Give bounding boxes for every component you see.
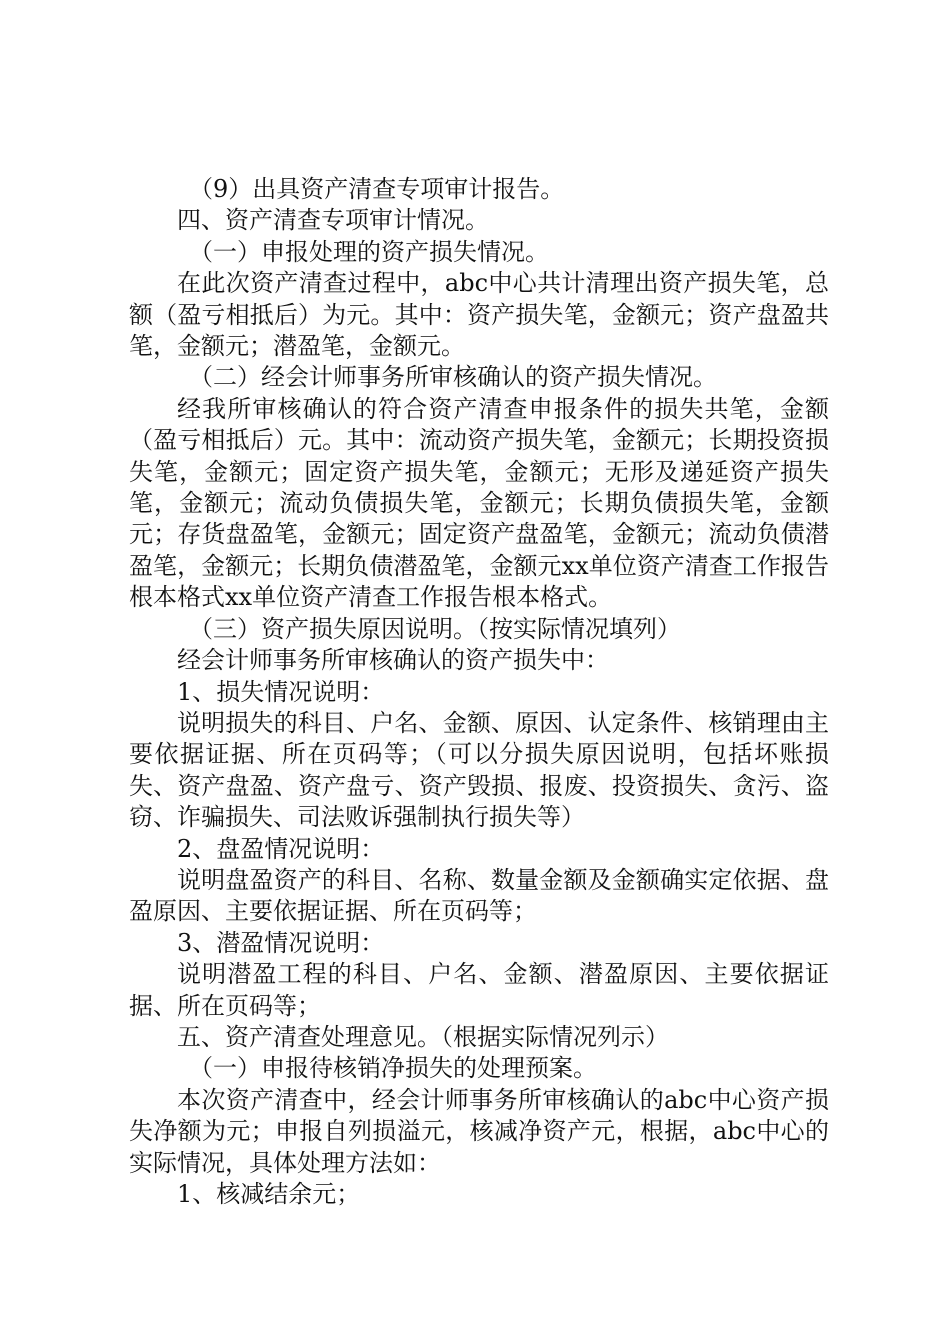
document-body: [129, 174, 829, 1210]
paragraph-confirmed-losses: 经我所审核确认的符合资产清查申报条件的损失共笔，金额（盈亏相抵后）元。其中：流动资产损失笔，金额元；长期投资损失笔，金额元；固定资产损失笔，金额元；无形及递延资产损失笔，金额元；流动负债损失笔，金额元；长期负债损失笔，金额元；存货盘盈笔，金额元；固定资产盘盈笔，金额元；流动负债潜盈笔，金额元；长期负债潜盈笔，金额元xx单位资产清查工作报告根本格式xx单位资产清查工作报告根本格式。: [129, 394, 829, 612]
heading-section-4: 四、资产清查专项审计情况。: [177, 206, 489, 235]
heading-subsection-4-3: （三）资产损失原因说明。（按实际情况填列）: [189, 614, 681, 643]
paragraph-audit-report-item-9: （9）出具资产清查专项审计报告。: [189, 175, 565, 203]
heading-latent-surplus-explanation: 3、潜盈情况说明：: [177, 928, 385, 957]
paragraph-reported-losses: 在此次资产清查过程中，abc中心共计清理出资产损失笔，总额（盈亏相抵后）为元。其中：资产损失笔，金额元；资产盘盈共笔，金额元；潜盈笔，金额元。: [129, 269, 829, 361]
paragraph-loss-intro: 经会计师事务所审核确认的资产损失中：: [177, 646, 609, 675]
list-item-reduce-surplus: 1、核减结余元；: [177, 1180, 361, 1208]
heading-subsection-4-2: （二）经会计师事务所审核确认的资产损失情况。: [189, 363, 717, 392]
paragraph-loss-explanation: 说明损失的科目、户名、金额、原因、认定条件、核销理由主要依据证据、所在页码等；（可以分损失原因说明，包括坏账损失、资产盘盈、资产盘亏、资产毁损、报废、投资损失、贪污、盗窃、诈骗损失、司法败诉强制执行损失等）: [129, 708, 829, 832]
heading-subsection-4-1: （一）申报处理的资产损失情况。: [189, 237, 549, 266]
heading-loss-explanation: 1、损失情况说明：: [177, 677, 385, 706]
heading-surplus-explanation: 2、盘盈情况说明：: [177, 834, 385, 863]
paragraph-latent-surplus-explanation: 说明潜盈工程的科目、户名、金额、潜盈原因、主要依据证据、所在页码等；: [129, 960, 829, 1020]
paragraph-surplus-explanation: 说明盘盈资产的科目、名称、数量金额及金额确实定依据、盘盈原因、主要依据证据、所在页码等；: [129, 865, 829, 926]
heading-section-5: 五、资产清查处理意见。（根据实际情况列示）: [177, 1022, 669, 1051]
heading-subsection-5-1: （一）申报待核销净损失的处理预案。: [189, 1054, 597, 1083]
paragraph-handling-plan: 本次资产清查中，经会计师事务所审核确认的abc中心资产损失净额为元；申报自列损溢元，核减净资产元，根据，abc中心的实际情况，具体处理方法如：: [129, 1085, 829, 1177]
